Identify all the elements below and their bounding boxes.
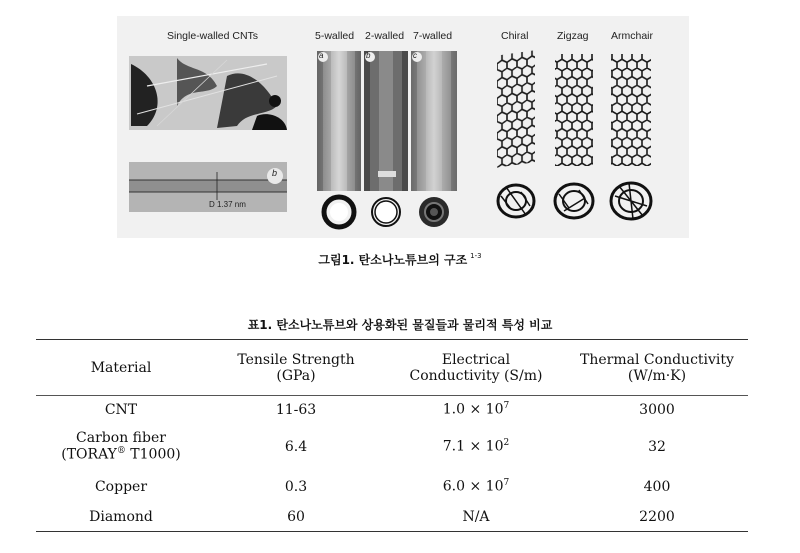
header-thermal: Thermal Conductivity (W/m·K): [580, 351, 734, 384]
table-row: [36, 424, 748, 470]
cell-electrical: N/A: [462, 509, 490, 526]
cell-thermal: 32: [648, 438, 666, 455]
cell-thermal: 2200: [639, 509, 675, 526]
cell-tensile: 60: [287, 509, 305, 526]
header-material: Material: [90, 359, 152, 376]
properties-table: [36, 339, 748, 532]
header-tensile: Tensile Strength (GPa): [237, 351, 355, 384]
panel-b-small-letter: b: [272, 168, 278, 178]
cell-material: CNT: [104, 401, 138, 418]
panel-a-letter: a: [319, 51, 324, 60]
cell-tensile: 0.3: [284, 478, 308, 495]
armchair-label: Armchair: [611, 30, 654, 42]
cell-material: Copper: [94, 478, 148, 495]
table-row: [36, 470, 748, 504]
single-walled-hrtem-image: [129, 162, 287, 212]
panel-c-letter: c: [413, 51, 417, 60]
cnt-structure-figure: [117, 16, 689, 238]
seven-walled-tube-image: [411, 51, 457, 227]
cell-thermal: 400: [643, 478, 671, 495]
zigzag-tube-drawing: [555, 54, 593, 218]
single-walled-tem-image: [129, 56, 287, 130]
cell-electrical: $7.1 \times 10^2$: [442, 438, 510, 455]
single-walled-label: Single-walled CNTs: [167, 30, 259, 42]
table-title: 표1. 탄소나노튜브와 상용화된 물질들과 물리적 특성 비교: [247, 318, 553, 332]
two-walled-tube-image: [364, 51, 408, 226]
zigzag-label: Zigzag: [557, 30, 589, 42]
caption-reference: 1-3: [470, 252, 482, 260]
chiral-tube-drawing: [497, 50, 535, 217]
cell-material: Carbon fiber (TORAY® T1000): [61, 430, 181, 463]
cell-electrical: $1.0 \times 10^7$: [442, 401, 510, 419]
cell-thermal: 3000: [639, 401, 675, 418]
table-header-row: [36, 340, 748, 396]
table-row: [36, 396, 748, 424]
cell-material: Diamond: [89, 509, 153, 526]
figure-caption: 그림1. 탄소나노튜브의 구조 $^{1-3}$: [318, 252, 482, 267]
cell-tensile: 11-63: [275, 401, 317, 418]
chiral-label: Chiral: [501, 30, 529, 42]
diameter-label: D 1.37 nm: [209, 200, 246, 209]
table-row: [36, 504, 748, 532]
figure-artwork: [117, 16, 689, 238]
five-walled-tube-image: [317, 51, 361, 227]
five-walled-label: 5-walled: [315, 30, 355, 42]
panel-b-letter: b: [366, 51, 371, 60]
cell-electrical: $6.0 \times 10^7$: [442, 478, 510, 495]
two-walled-label: 2-walled: [365, 30, 405, 42]
seven-walled-label: 7-walled: [413, 30, 453, 42]
cell-tensile: 6.4: [284, 438, 308, 455]
header-electrical: Electrical Conductivity (S/m): [409, 351, 543, 384]
